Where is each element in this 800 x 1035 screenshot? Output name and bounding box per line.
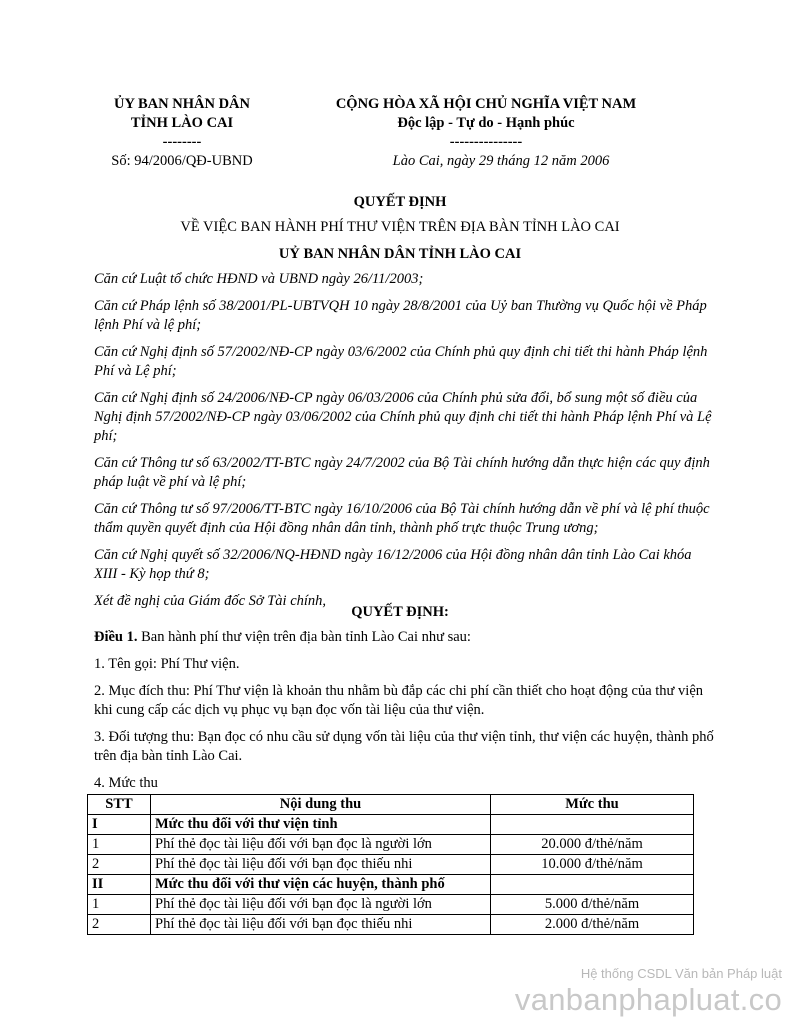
article-1 — [94, 628, 714, 801]
cell-content: Phí thẻ đọc tài liệu đối với bạn đọc là người lớn — [151, 835, 491, 855]
agency-name-line1: ỦY BAN NHÂN DÂN — [113, 96, 250, 112]
cell-stt: 2 — [88, 855, 151, 875]
cell-fee: 20.000 đ/thẻ/năm — [491, 835, 694, 855]
table-row — [88, 895, 694, 915]
watermark-line1: Hệ thống CSDL Văn bản Pháp luật — [580, 966, 782, 981]
col-header-stt: STT — [88, 795, 151, 815]
article-1-text: Ban hành phí thư viện trên địa bàn tỉnh Lào Cai như sau: — [137, 629, 471, 645]
cell-content: Phí thẻ đọc tài liệu đối với bạn đọc thiếu nhi — [151, 855, 491, 875]
table-section-row — [88, 875, 694, 895]
table-row — [88, 835, 694, 855]
preamble-item: Căn cứ Thông tư số 63/2002/TT-BTC ngày 24/7/2002 của Bộ Tài chính hướng dẫn thực hiện các quy định pháp luật về phí và lệ phí; — [94, 455, 710, 490]
fee-table — [87, 794, 694, 935]
cell-fee: 5.000 đ/thẻ/năm — [491, 895, 694, 915]
motto-separator: --------------- — [449, 134, 523, 150]
cell-content: Mức thu đối với thư viện tỉnh — [151, 815, 491, 835]
document-type-title: QUYẾT ĐỊNH — [353, 194, 447, 210]
table-section-row — [88, 815, 694, 835]
national-header-block — [316, 95, 656, 171]
document-number: Số: 94/2006/QĐ-UBND — [111, 153, 253, 169]
document-subject: VỀ VIỆC BAN HÀNH PHÍ THƯ VIỆN TRÊN ĐỊA BÀN TỈNH LÀO CAI — [180, 219, 620, 235]
preamble-item: Căn cứ Nghị quyết số 32/2006/NQ-HĐND ngày 16/12/2006 của Hội đồng nhân dân tỉnh Lào Cai khóa XIII - Kỳ họp thứ 8; — [94, 547, 692, 582]
preamble-item: Căn cứ Nghị định số 24/2006/NĐ-CP ngày 06/03/2006 của Chính phủ sửa đổi, bổ sung một số điều của Nghị định 57/2002/NĐ-CP ngày 03/06/2002 của Chính phủ quy định chi tiết thi hành Pháp lệnh Phí và Lệ phí; — [94, 390, 712, 444]
issuer-heading: UỶ BAN NHÂN DÂN TỈNH LÀO CAI — [278, 246, 522, 262]
cell-content: Mức thu đối với thư viện các huyện, thành phố — [151, 875, 491, 895]
article-item: 1. Tên gọi: Phí Thư viện. — [94, 656, 240, 672]
cell-fee: 2.000 đ/thẻ/năm — [491, 915, 694, 935]
article-1-intro — [94, 628, 714, 647]
cell-fee — [491, 815, 694, 835]
table-row — [88, 915, 694, 935]
preamble-item: Căn cứ Thông tư số 97/2006/TT-BTC ngày 16/10/2006 của Bộ Tài chính hướng dẫn về phí và lệ phí thuộc thẩm quyền quyết định của Hội đồng nhân dân tỉnh, thành phố trực thuộc Trung ương; — [94, 501, 710, 536]
cell-stt: I — [88, 815, 151, 835]
agency-separator: -------- — [162, 134, 202, 150]
preamble-item: Căn cứ Pháp lệnh số 38/2001/PL-UBTVQH 10 ngày 28/8/2001 của Uỷ ban Thường vụ Quốc hội về Pháp lệnh Phí và lệ phí; — [94, 298, 707, 333]
cell-fee — [491, 875, 694, 895]
article-item: 3. Đối tượng thu: Bạn đọc có nhu cầu sử dụng vốn tài liệu của thư viện tỉnh, thư viện các huyện, thành phố trên địa bàn tỉnh Lào Cai. — [94, 729, 714, 764]
national-motto: Độc lập - Tự do - Hạnh phúc — [397, 115, 575, 131]
watermark-site: vanbanphapluat.co — [514, 982, 782, 1017]
col-header-fee: Mức thu — [491, 795, 694, 815]
table-row — [88, 855, 694, 875]
preamble — [94, 270, 714, 619]
cell-stt: 1 — [88, 835, 151, 855]
table-header-row — [88, 795, 694, 815]
col-header-content: Nội dung thu — [151, 795, 491, 815]
article-item: 4. Mức thu — [94, 775, 158, 791]
issuing-agency-block — [92, 95, 272, 171]
preamble-item: Căn cứ Luật tổ chức HĐND và UBND ngày 26/11/2003; — [94, 271, 424, 287]
cell-fee: 10.000 đ/thẻ/năm — [491, 855, 694, 875]
cell-stt: II — [88, 875, 151, 895]
cell-content: Phí thẻ đọc tài liệu đối với bạn đọc thiếu nhi — [151, 915, 491, 935]
issue-date: Lào Cai, ngày 29 tháng 12 năm 2006 — [392, 153, 610, 169]
agency-name-line2: TỈNH LÀO CAI — [130, 115, 234, 131]
cell-stt: 1 — [88, 895, 151, 915]
preamble-item: Căn cứ Nghị định số 57/2002/NĐ-CP ngày 03/6/2002 của Chính phủ quy định chi tiết thi hành Pháp lệnh Phí và Lệ phí; — [94, 344, 708, 379]
nation-name: CỘNG HÒA XÃ HỘI CHỦ NGHĨA VIỆT NAM — [335, 96, 637, 112]
decision-heading: QUYẾT ĐỊNH: — [351, 604, 449, 620]
cell-stt: 2 — [88, 915, 151, 935]
article-1-label: Điều 1. — [94, 629, 138, 645]
cell-content: Phí thẻ đọc tài liệu đối với bạn đọc là người lớn — [151, 895, 491, 915]
preamble-item: Xét đề nghị của Giám đốc Sở Tài chính, — [94, 593, 327, 609]
article-item: 2. Mục đích thu: Phí Thư viện là khoản thu nhằm bù đắp các chi phí cần thiết cho hoạt động của thư viện khi cung cấp các dịch vụ phục vụ bạn đọc vốn tài liệu của thư viện. — [94, 683, 704, 718]
